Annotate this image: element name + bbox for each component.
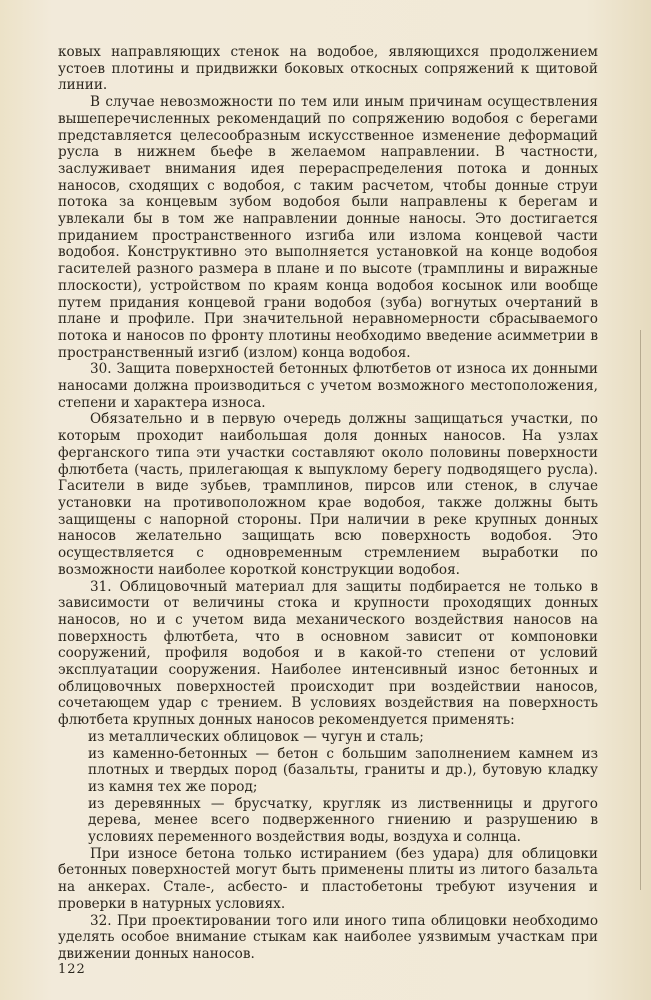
paragraph-section-32: 32. При проектировании того или иного типа облицовки необходимо уделять особое внимание стыкам как наиболее уязвимым участкам при движении донных наносов. (58, 912, 598, 962)
paragraph-abrasion: При износе бетона только истиранием (без удара) для облицовки бетонных поверхностей могут быть применены плиты из литого базальта на анкерах. Стале-, асбесто- и пластобетоны требуют изучения и проверки в натурных условиях. (58, 845, 598, 912)
list-item-stone-concrete: из каменно-бетонных — бетон с большим заполнением камнем из плотных и твердых пород (базальты, граниты и др.), бутовую кладку из камня тех же пород; (88, 745, 598, 795)
page-number: 122 (58, 962, 86, 977)
paragraph-deformation-control: В случае невозможности по тем или иным причинам осуществления вышеперечисленных рекомендаций по сопряжению водобоя с берегами представляется целесообразным искусственное изменение деформаций русла в нижнем бьефе в желаемом направлении. В частности, заслуживает внимания идея перераспределения потока и донных наносов, сходящих с водобоя, с таким расчетом, чтобы донные струи потока за концевым зубом водобоя были направлены к берегам и увлекали бы в том же направлении донные наносы. Это достигается приданием пространственного изгиба или излома концевой части водобоя. Конструктивно это выполняется установкой на конце водобоя гасителей разного размера в плане и по высоте (трамплины и виражные плоскости), устройством по краям конца водобоя косынок или вообще путем придания концевой грани водобоя (зуба) вогнутых очертаний в плане и профиле. При значительной неравномерности сбрасываемого потока и наносов по фронту плотины необходимо введение асимметрии в пространственный изгиб (излом) конца водобоя. (58, 94, 598, 361)
list-item-wood: из деревянных — брусчатку, кругляк из лиственницы и другого дерева, менее всего подверженного гниению и разрушению в условиях переменного воздействия воды, воздуха и солнца. (88, 795, 598, 846)
page-edge-shadow (640, 330, 641, 890)
paragraph-section-30: 30. Защита поверхностей бетонных флютбетов от износа их донными наносами должна производиться с учетом возможного местоположения, степени и характера износа. (58, 361, 598, 411)
paragraph-protected-areas: Обязательно и в первую очередь должны защищаться участки, по которым проходит наибольшая доля донных наносов. На узлах ферганского типа эти участки составляют около половины поверхности флютбета (часть, прилегающая к выпуклому берегу подводящего русла). Гасители в виде зубьев, трамплинов, пирсов или стенок, в случае установки на противоположном крае водобоя, также должны быть защищены с напорной стороны. При наличии в реке крупных донных наносов желательно защищать всю поверхность водобоя. Это осуществляется с одновременным стремлением выработки по возможности наиболее короткой конструкции водобоя. (58, 411, 598, 578)
paragraph-continued: ковых направляющих стенок на водобое, являющихся продолжением устоев плотины и придвижки боковых откосных сопряжений к щитовой линии. (58, 44, 598, 94)
paragraph-section-31: 31. Облицовочный материал для защиты подбирается не только в зависимости от величины стока и крупности проходящих донных наносов, но и с учетом вида механического воздействия наносов на поверхность флютбета, что в основном зависит от компоновки сооружений, профиля водобоя и в какой-то степени от условий эксплуатации сооружения. Наиболее интенсивный износ бетонных и облицовочных поверхностей происходит при воздействии наносов, сочетающем удар с трением. В условиях воздействия на поверхность флютбета крупных донных наносов рекомендуется применять: (58, 578, 598, 729)
list-item-metal: из металлических облицовок — чугун и сталь; (88, 728, 424, 745)
body-text (58, 44, 598, 963)
